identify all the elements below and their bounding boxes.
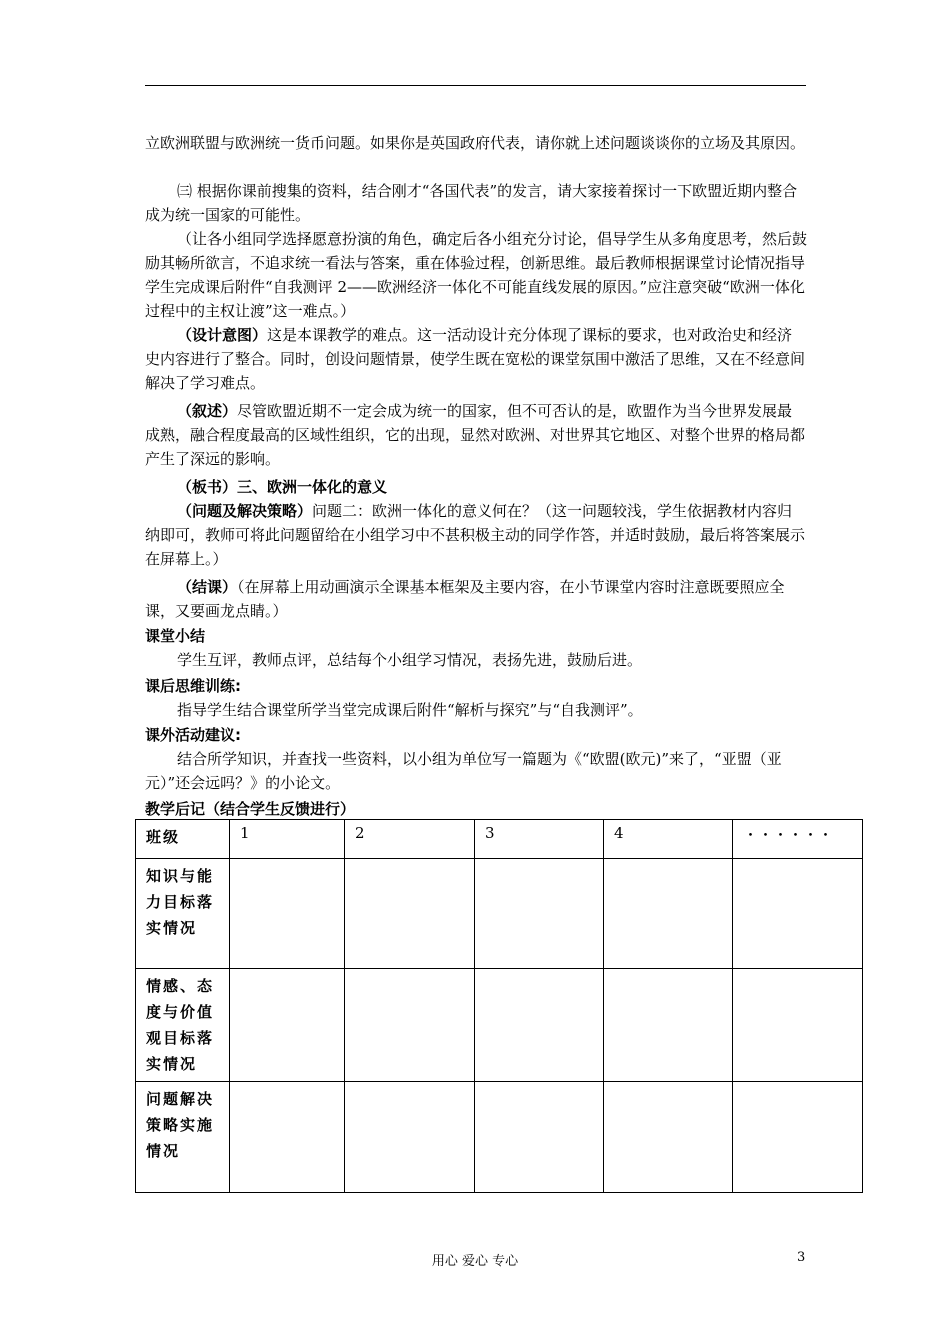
paragraph-design-intent [145,323,807,395]
header-cell-3: 3 [475,820,604,859]
conclusion-text: （在屏幕上用动画演示全课基本框架及主要内容，在小节课堂内容时注意既要照应全课，又要画龙点睛。） [145,578,785,620]
table-cell [604,969,733,1082]
design-intent-label: （设计意图） [177,326,268,344]
table-cell [345,969,475,1082]
table-cell [475,969,604,1082]
header-cell-class: 班级 [136,820,230,859]
table-cell [733,1082,863,1193]
paragraph-problem [145,499,807,571]
narration-text: 尽管欧盟近期不一定会成为统一的国家，但不可否认的是，欧盟作为当今世界发展最成熟，融合程度最高的区域性组织，它的出现，显然对欧洲、对世界其它地区、对整个世界的格局都产生了深远的影响。 [145,402,806,468]
table-row [136,1082,863,1193]
training-title: 课后思维训练: [145,677,241,695]
table-cell [733,969,863,1082]
row-label-strategy: 问题解决策略实施情况 [136,1082,230,1193]
activity-text: 结合所学知识，并查找一些资料，以小组为单位写一篇题为《“欧盟(欧元)”来了，“亚盟（亚元）”还会远吗？》的小论文。 [145,750,782,792]
header-rule [145,85,806,86]
design-intent-text: 这是本课教学的难点。这一活动设计充分体现了课标的要求，也对政治史和经济史内容进行了整合。同时，创设问题情景，使学生既在宽松的课堂氛围中激活了思维，又在不经意间解决了学习难点。 [145,326,806,392]
table-cell [604,859,733,969]
table-cell [475,859,604,969]
paragraph-1: 立欧洲联盟与欧洲统一货币问题。如果你是英国政府代表，请你就上述问题谈谈你的立场及其原因。 [145,134,806,152]
conclusion-label: （结课） [177,578,238,596]
problem-label: （问题及解决策略） [177,502,313,520]
header-cell-1: 1 [230,820,345,859]
training-text: 指导学生结合课堂所学当堂完成课后附件“解析与探究”与“自我测评”。 [177,701,643,719]
page-number: 3 [797,1250,806,1265]
table-cell [604,1082,733,1193]
header-cell-2: 2 [345,820,475,859]
row-label-knowledge: 知识与能力目标落实情况 [136,859,230,969]
table-cell [733,859,863,969]
footer-text: 用心 爱心 专心 [431,1254,519,1269]
notes-title: 教学后记（结合学生反馈进行） [145,800,356,818]
table-cell [230,859,345,969]
table-row [136,969,863,1082]
paragraph-2: ㈢ 根据你课前搜集的资料，结合刚才“各国代表”的发言，请大家接着探讨一下欧盟近期内整合成为统一国家的可能性。 [145,182,798,224]
header-cell-4: 4 [604,820,733,859]
narration-label: （叙述） [177,402,238,420]
table-row [136,859,863,969]
activity-title: 课外活动建议: [145,726,241,744]
feedback-table [135,819,863,1193]
summary-text: 学生互评，教师点评，总结每个小组学习情况，表扬先进，鼓励后进。 [177,651,643,669]
table-cell [475,1082,604,1193]
table-cell [345,859,475,969]
table-cell [230,969,345,1082]
table-cell [230,1082,345,1193]
table-header-row [136,820,863,859]
summary-title: 课堂小结 [145,627,206,645]
paragraph-narration [145,399,807,471]
board-heading: （板书）三、欧洲一体化的意义 [177,478,388,496]
table-cell [345,1082,475,1193]
problem-text: 问题二：欧洲一体化的意义何在？（这一问题较浅，学生依据教材内容归纳即可，教师可将此问题留给在小组学习中不甚积极主动的同学作答，并适时鼓励，最后将答案展示在屏幕上。） [145,502,806,568]
paragraph-conclusion [145,575,807,623]
header-cell-more: ・・・・・・ [733,820,863,859]
paragraph-3: （让各小组同学选择愿意扮演的角色，确定后各小组充分讨论，倡导学生从多角度思考，然后鼓励其畅所欲言，不追求统一看法与答案，重在体验过程，创新思维。最后教师根据课堂讨论情况指导学生完成课后附件“自我测评 2——欧洲经济一体化不可能直线发展的原因。”应注意突破“欧洲一体化过程中的主权让渡”这一难点。） [145,230,808,320]
row-label-emotion: 情感、态度与价值观目标落实情况 [136,969,230,1082]
